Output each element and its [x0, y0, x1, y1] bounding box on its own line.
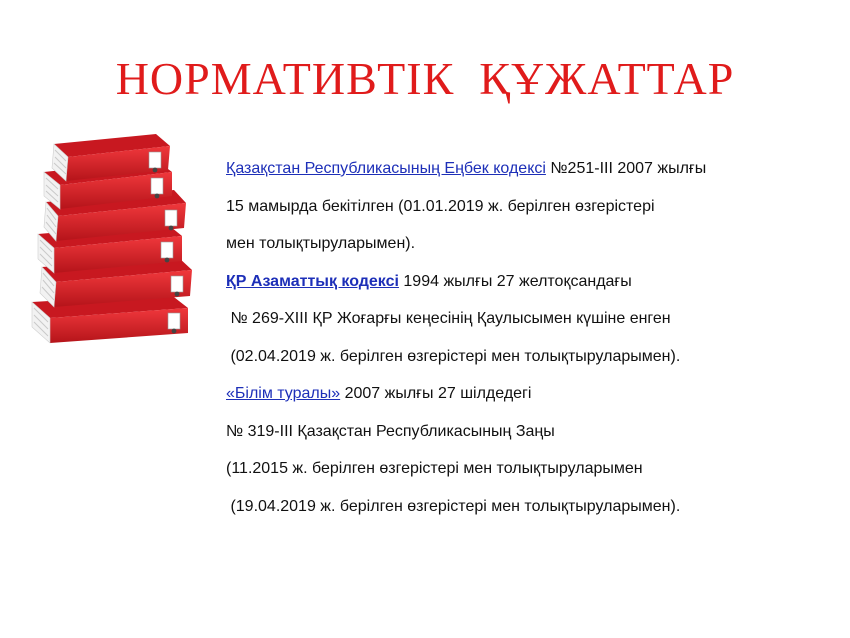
text-line [226, 457, 826, 495]
text-line [226, 232, 826, 270]
page-title: НОРМАТИВТІК ҚҰЖАТТАР [115, 53, 735, 104]
line-text: (19.04.2019 ж. берілген өзгерістері мен толықтыруларымен). [226, 497, 681, 515]
line-text: (02.04.2019 ж. берілген өзгерістері мен толықтыруларымен). [226, 347, 681, 365]
line-text: (11.2015 ж. берілген өзгерістері мен толықтыруларымен [226, 460, 643, 477]
text-line [226, 345, 826, 383]
text-line [226, 495, 826, 533]
line-text: 2007 жылғы 27 шілдедегі [340, 385, 532, 402]
line-text: 1994 жылғы 27 желтоқсандағы [398, 272, 632, 290]
line-text: №251-ІІІ 2007 жылғы [545, 160, 707, 177]
text-line [226, 307, 826, 345]
line-text: № 269-ХІІІ ҚР Жоғарғы кеңесінің Қаулысымен күшіне енген [226, 310, 671, 327]
text-line [226, 195, 826, 233]
text-line [226, 420, 826, 458]
text-line [226, 270, 826, 308]
labor-code-link[interactable]: Қазақстан Республикасының Еңбек кодексі [226, 160, 546, 177]
line-text: мен толықтыруларымен). [226, 235, 416, 252]
binders-stack-icon [28, 130, 198, 345]
text-line [226, 382, 826, 420]
civil-code-link[interactable]: ҚР Азаматтық кодексі [226, 272, 399, 290]
line-text: 15 мамырда бекітілген (01.01.2019 ж. берілген өзгерістері [226, 197, 655, 215]
text-line [226, 157, 826, 195]
education-law-link[interactable]: «Білім туралы» [226, 385, 341, 402]
documents-list [226, 157, 826, 532]
line-text: № 319-ІІІ Қазақстан Республикасының Заңы [226, 422, 555, 440]
